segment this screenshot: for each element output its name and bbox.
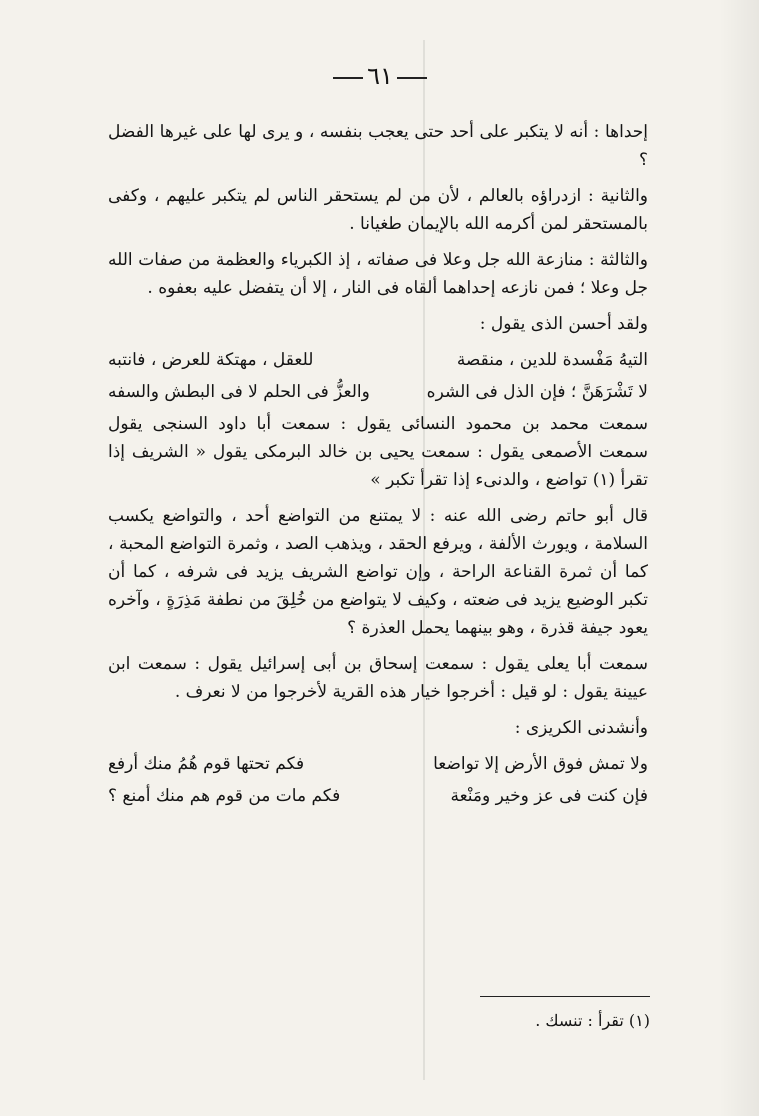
verse-first-hemistich: التيهُ مَفْسدة للدين ، منقصة xyxy=(456,350,648,370)
header-dash-left xyxy=(333,77,363,79)
paragraph: ولقد أحسن الذى يقول : xyxy=(479,314,648,334)
scan-shadow xyxy=(719,0,759,1116)
header-dash-right xyxy=(397,77,427,79)
verse-second-hemistich: فكم مات من قوم هم منك أمنع ؟ xyxy=(108,786,341,806)
page-body xyxy=(108,118,648,814)
paragraph: قال أبو حاتم رضى الله عنه : لا يمتنع من التواضع أحد ، والتواضع يكسب السلامة ، ويورث الألفة ، ويرفع الحقد ، ويذهب الصد ، وثمرة التواضع المحبة ، كما أن ثمرة القناعة الراحة ، وإن تواضع الشريف يزيد فى شرفه ، كما أن تكبر الوضيع يزيد فى ضعته ، وكيف لا يتواضع من خُلِقَ من نطفة مَذِرَةٍ ، وآخره يعود جيفة قذرة ، وهو بينهما يحمل العذرة ؟ xyxy=(108,506,648,638)
page-header xyxy=(300,62,460,96)
verse-first-hemistich: ولا تمش فوق الأرض إلا تواضعا xyxy=(433,754,648,774)
poem-verse xyxy=(108,378,648,406)
verse-first-hemistich: لا تَشْرَهَنَّ ؛ فإن الذل فى الشره xyxy=(426,382,648,402)
poem-verse xyxy=(108,782,648,810)
footnote-divider xyxy=(480,996,650,997)
page-number: ٦١ xyxy=(367,62,393,90)
verse-second-hemistich: والعزُّ فى الحلم لا فى البطش والسفه xyxy=(108,382,370,402)
footnote: (١) تقرأ : تنسك . xyxy=(535,1011,650,1030)
paragraph: والثانية : ازدراؤه بالعالم ، لأن من لم يستحقر الناس لم يتكبر عليهم ، وكفى بالمستحقر لمن أكرمه الله بالإيمان طغيانا . xyxy=(108,186,648,234)
verse-second-hemistich: فكم تحتها قوم هُمُ منك أرفع xyxy=(108,754,305,774)
paragraph: سمعت أبا يعلى يقول : سمعت إسحاق بن أبى إسرائيل يقول : سمعت ابن عيينة يقول : لو قيل : أخرجوا خيار هذه القرية لأخرجوا من لا نعرف . xyxy=(108,654,648,702)
paragraph: إحداها : أنه لا يتكبر على أحد حتى يعجب بنفسه ، و يرى لها على غيرها الفضل ؟ xyxy=(108,122,648,170)
paragraph: وأنشدنى الكريزى : xyxy=(514,718,648,738)
poem-verse xyxy=(108,346,648,374)
verse-second-hemistich: للعقل ، مهتكة للعرض ، فانتبه xyxy=(108,350,314,370)
paragraph: سمعت محمد بن محمود النسائى يقول : سمعت أبا داود السنجى يقول سمعت الأصمعى يقول : سمعت يحيى بن خالد البرمكى يقول « الشريف إذا تقرأ (١) تواضع ، والدنىء إذا تقرأ تكبر » xyxy=(108,414,648,490)
verse-first-hemistich: فإن كنت فى عز وخير ومَنْعة xyxy=(450,786,648,806)
paragraph: والثالثة : منازعة الله جل وعلا فى صفاته ، إذ الكبرياء والعظمة من صفات الله جل وعلا ؛ فمن نازعه إحداهما ألقاه فى النار ، إلا أن يتفضل عليه بعفوه . xyxy=(108,250,648,298)
poem-verse xyxy=(108,750,648,778)
